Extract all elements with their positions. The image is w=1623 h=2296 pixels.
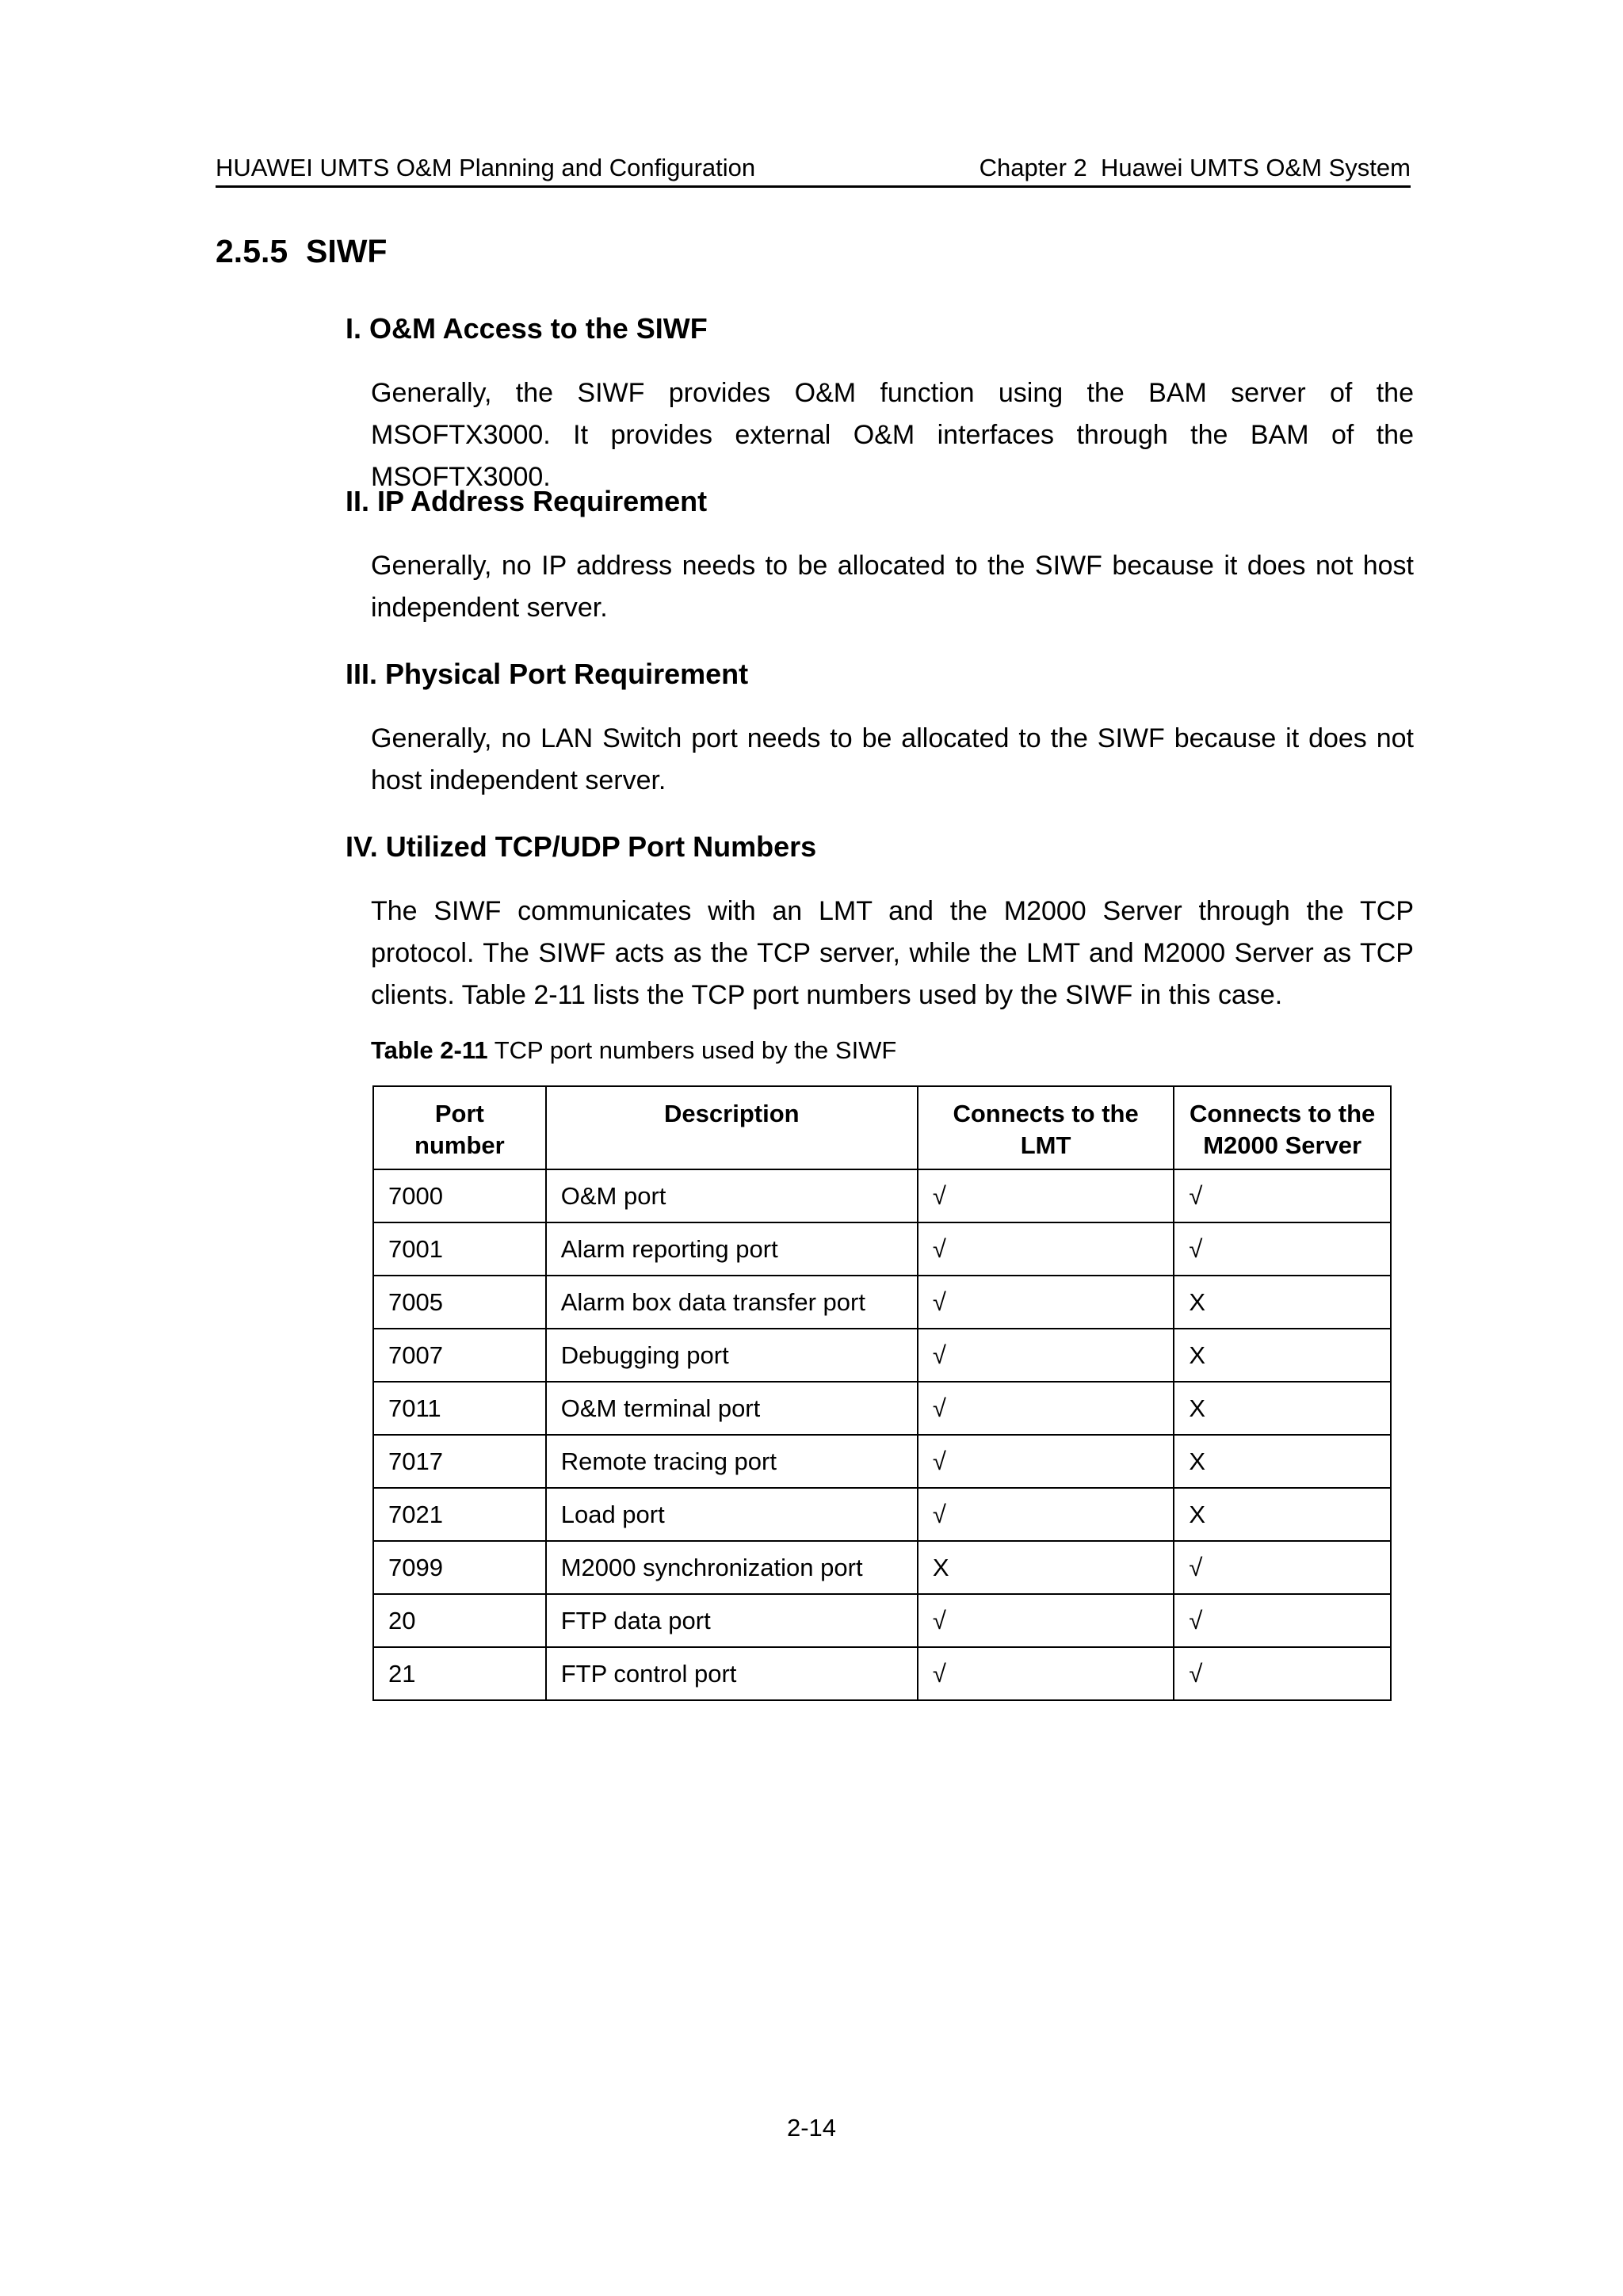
cell-connects-m2000: X [1174,1382,1391,1435]
subsection-heading-ip-address: II. IP Address Requirement [346,485,708,517]
cell-description: O&M terminal port [546,1382,918,1435]
cell-description: Load port [546,1488,918,1541]
port-table [372,1085,1392,1701]
header-description: Description [546,1086,918,1169]
table-row [373,1488,1391,1541]
cell-connects-lmt: √ [918,1435,1174,1488]
cell-connects-lmt: √ [918,1594,1174,1647]
cell-connects-lmt: √ [918,1169,1174,1222]
page-header [216,151,1411,188]
header-chapter-title: Chapter 2 Huawei UMTS O&M System [979,154,1411,181]
cell-connects-lmt: √ [918,1329,1174,1382]
table-caption-label: Table 2-11 [371,1036,488,1064]
cell-connects-m2000: X [1174,1488,1391,1541]
cell-port-number: 7021 [373,1488,546,1541]
table-row [373,1435,1391,1488]
cell-connects-m2000: √ [1174,1169,1391,1222]
subsection-heading-tcp-udp-ports: IV. Utilized TCP/UDP Port Numbers [346,830,817,863]
subsection-heading-physical-port: III. Physical Port Requirement [346,658,749,690]
page-number: 2-14 [786,2114,837,2142]
cell-description: FTP data port [546,1594,918,1647]
subsection-paragraph-ip-address: Generally, no IP address needs to be allocated to the SIWF because it does not host independent server. [371,551,1414,623]
header-document-title: HUAWEI UMTS O&M Planning and Configuration [216,154,756,181]
subsection-paragraph-tcp-udp-ports: The SIWF communicates with an LMT and the M2000 Server through the TCP protocol. The SIWF acts as the TCP server, while the LMT and M2000 Server as TCP clients. Table 2-11 lists the TCP port numbers used by the SIWF in this case. [371,896,1414,1010]
cell-description: M2000 synchronization port [546,1541,918,1594]
subsection-paragraph-om-access: Generally, the SIWF provides O&M function using the BAM server of the MSOFTX3000. It provides external O&M interfaces through the BAM of the MSOFTX3000. [371,378,1414,492]
header-port-number: Port number [373,1086,546,1169]
cell-port-number: 7011 [373,1382,546,1435]
cell-description: Remote tracing port [546,1435,918,1488]
cell-connects-lmt: √ [918,1276,1174,1329]
cell-port-number: 20 [373,1594,546,1647]
table-row [373,1541,1391,1594]
cell-description: O&M port [546,1169,918,1222]
cell-description: Debugging port [546,1329,918,1382]
table-row [373,1329,1391,1382]
cell-port-number: 7017 [373,1435,546,1488]
table-row [373,1276,1391,1329]
cell-connects-m2000: √ [1174,1222,1391,1276]
subsection-paragraph-physical-port: Generally, no LAN Switch port needs to be allocated to the SIWF because it does not host independent server. [371,723,1414,795]
table-row [373,1169,1391,1222]
cell-connects-m2000: √ [1174,1594,1391,1647]
cell-description: FTP control port [546,1647,918,1700]
cell-connects-m2000: X [1174,1329,1391,1382]
cell-port-number: 7001 [373,1222,546,1276]
cell-connects-lmt: √ [918,1222,1174,1276]
cell-port-number: 7005 [373,1276,546,1329]
cell-connects-m2000: √ [1174,1647,1391,1700]
header-connects-lmt: Connects to the LMT [918,1086,1174,1169]
cell-connects-m2000: X [1174,1276,1391,1329]
cell-port-number: 21 [373,1647,546,1700]
cell-connects-m2000: √ [1174,1541,1391,1594]
cell-connects-lmt: √ [918,1382,1174,1435]
table-row [373,1222,1391,1276]
table-caption [371,1036,896,1065]
table-row [373,1594,1391,1647]
subsection-heading-om-access: I. O&M Access to the SIWF [346,312,708,345]
section-title: 2.5.5 SIWF [216,233,388,269]
cell-port-number: 7000 [373,1169,546,1222]
table-row [373,1647,1391,1700]
cell-connects-lmt: X [918,1541,1174,1594]
cell-port-number: 7099 [373,1541,546,1594]
header-connects-m2000: Connects to the M2000 Server [1174,1086,1391,1169]
table-row [373,1382,1391,1435]
cell-port-number: 7007 [373,1329,546,1382]
table-header-row [373,1086,1391,1169]
table-caption-text: TCP port numbers used by the SIWF [494,1036,897,1064]
cell-connects-m2000: X [1174,1435,1391,1488]
cell-connects-lmt: √ [918,1647,1174,1700]
cell-description: Alarm reporting port [546,1222,918,1276]
cell-connects-lmt: √ [918,1488,1174,1541]
cell-description: Alarm box data transfer port [546,1276,918,1329]
